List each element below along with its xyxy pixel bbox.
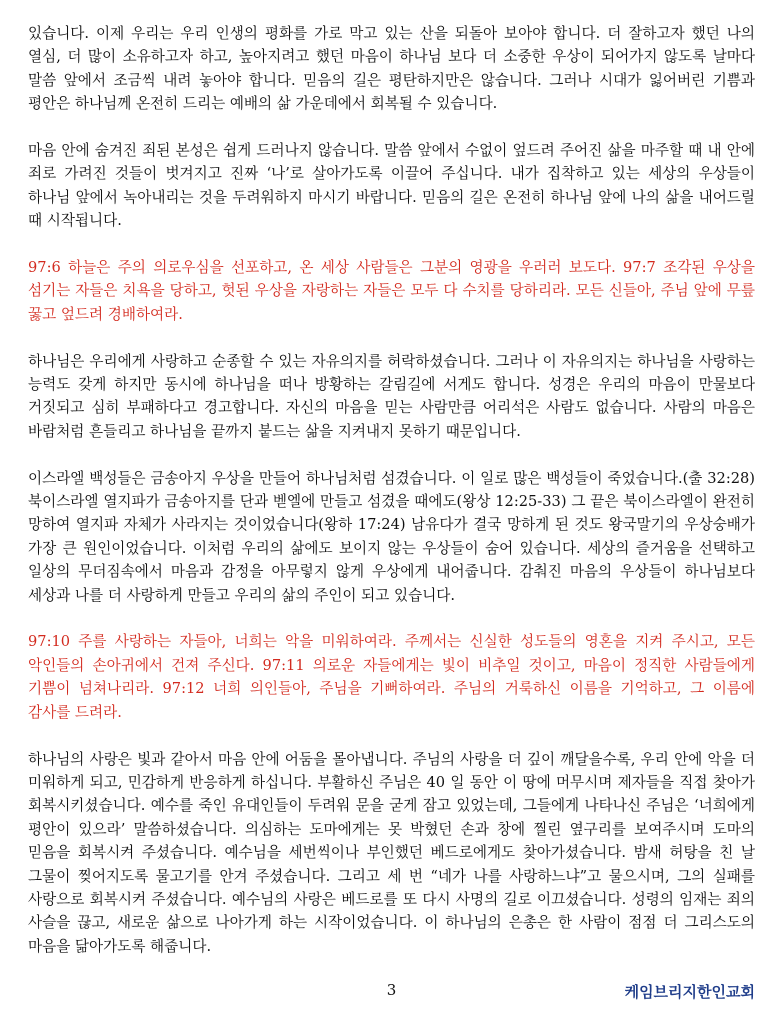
- paragraph-gods-love: 하나님의 사랑은 빛과 같아서 마음 안에 어둠을 몰아냅니다. 주님의 사랑을 더 깊이 깨달을수록, 우리 안에 악을 더 미워하게 되고, 민감하게 반응하게 하십니다. 부활하신 주님은 40 일 동안 이 땅에 머무시며 제자들을 직접 찾아가 회복시키셨습니다. 예수를 죽인 유대인들이 두려워 문을 굳게 잠고 있었는데, 그들에게 나타나신 주님은 ‘너희에게 평안이 있으라’ 말씀하셨습니다. 의심하는 도마에게는 못 박혔던 손과 창에 찔린 옆구리를 보여주시며 도마의 믿음을 회복시켜 주셨습니다. 예수님을 세번씩이나 부인했던 베드로에게도 찾아가셨습니다. 밤새 허탕을 친 날 그물이 찢어지도록 물고기를 안겨 주셨습니다. 그리고 세 번 “네가 나를 사랑하느냐”고 물으시며, 그의 실패를 사랑으로 회복시켜 주셨습니다. 예수님의 사랑은 베드로를 또 다시 사명의 길로 이끄셨습니다. 성령의 임재는 죄의 사슬을 끊고, 새로운 삶으로 나아가게 하는 시작이었습니다. 이 하나님의 은총은 한 사람이 점점 더 그리스도의 마음을 닮아가도록 해줍니다.: [28, 750, 755, 955]
- paragraph-free-will: 하나님은 우리에게 사랑하고 순종할 수 있는 자유의지를 허락하셨습니다. 그러나 이 자유의지는 하나님을 사랑하는 능력도 갖게 하지만 동시에 하나님을 떠나 방황하는 갈림길에 서게도 합니다. 성경은 우리의 마음이 만물보다 거짓되고 심히 부패하다고 경고합니다. 자신의 마음을 믿는 사람만큼 어리석은 사람도 없습니다. 사람의 마음은 바람처럼 흔들리고 하나님을 끝까지 붙드는 삶을 지켜내지 못하기 때문입니다.: [28, 352, 755, 440]
- scripture-psalm-97-6-7: 97:6 하늘은 주의 의로우심을 선포하고, 온 세상 사람들은 그분의 영광을 우러러 보도다. 97:7 조각된 우상을 섬기는 자들은 치욕을 당하고, 헛된 우상을 자랑하는 자들은 모두 다 수치를 당하리라. 모든 신들아, 주님 앞에 무릎 꿇고 엎드려 경배하여라.: [28, 259, 755, 323]
- paragraph-golden-calf: 이스라엘 백성들은 금송아지 우상을 만들어 하나님처럼 섬겼습니다. 이 일로 많은 백성들이 죽었습니다.(출 32:28) 북이스라엘 열지파가 금송아지를 단과 벧엘에 만들고 섬겼을 때에도(왕상 12:25-33) 그 끝은 북이스라엘이 완전히 망하여 열지파 자체가 사라지는 것이었습니다(왕하 17:24) 남유다가 결국 망하게 된 것도 왕국말기의 우상숭배가 가장 큰 원인이었습니다. 이처럼 우리의 삶에도 보이지 않는 우상들이 숨어 있습니다. 세상의 즐거움을 선택하고 일상의 무더짐속에서 마음과 감정을 아무렇지 않게 우상에게 내어줍니다. 감춰진 마음의 우상들이 하나님보다 세상과 나를 더 사랑하게 만들고 우리의 삶의 주인이 되고 있습니다.: [28, 469, 755, 604]
- scripture-psalm-97-10-12: 97:10 주를 사랑하는 자들아, 너희는 악을 미워하여라. 주께서는 신실한 성도들의 영혼을 지켜 주시고, 모든 악인들의 손아귀에서 건져 주신다. 97:11 의로운 자들에게는 빛이 비추일 것이고, 마음이 정직한 사람들에게 기쁨이 넘쳐나리라. 97:12 너희 의인들아, 주님을 기뻐하여라. 주님의 거룩하신 이름을 기억하고, 그 이름에 감사를 드려라.: [28, 633, 755, 721]
- paragraph-hidden-sin: 마음 안에 숨겨진 죄된 본성은 쉽게 드러나지 않습니다. 말씀 앞에서 수없이 엎드려 주어진 삶을 마주할 때 내 안에 죄로 가려진 것들이 벗겨지고 진짜 ‘나’로 살아가도록 이끌어 주십니다. 내가 집착하고 있는 세상의 우상들이 하나님 앞에서 녹아내리는 것을 두려워하지 마시기 바랍니다. 믿음의 길은 온전히 하나님 앞에 나의 삶을 내어드릴 때 시작됩니다.: [28, 142, 755, 230]
- church-name: 케임브리지한인교회: [624, 983, 755, 1001]
- paragraph-intro: 있습니다. 이제 우리는 우리 인생의 평화를 가로 막고 있는 산을 되돌아 보아야 합니다. 더 잘하고자 했던 나의 열심, 더 많이 소유하고자 하고, 높아지려고 했던 마음이 하나님 보다 더 소중한 우상이 되어가지 않도록 날마다 말씀 앞에서 조금씩 내려 놓아야 합니다. 믿음의 길은 평탄하지만은 않습니다. 그러나 시대가 잃어버린 기쁨과 평안은 하나님께 온전히 드리는 예배의 삶 가운데에서 회복될 수 있습니다.: [28, 25, 755, 113]
- document-body: [28, 22, 755, 982]
- page-number: 3: [386, 981, 397, 999]
